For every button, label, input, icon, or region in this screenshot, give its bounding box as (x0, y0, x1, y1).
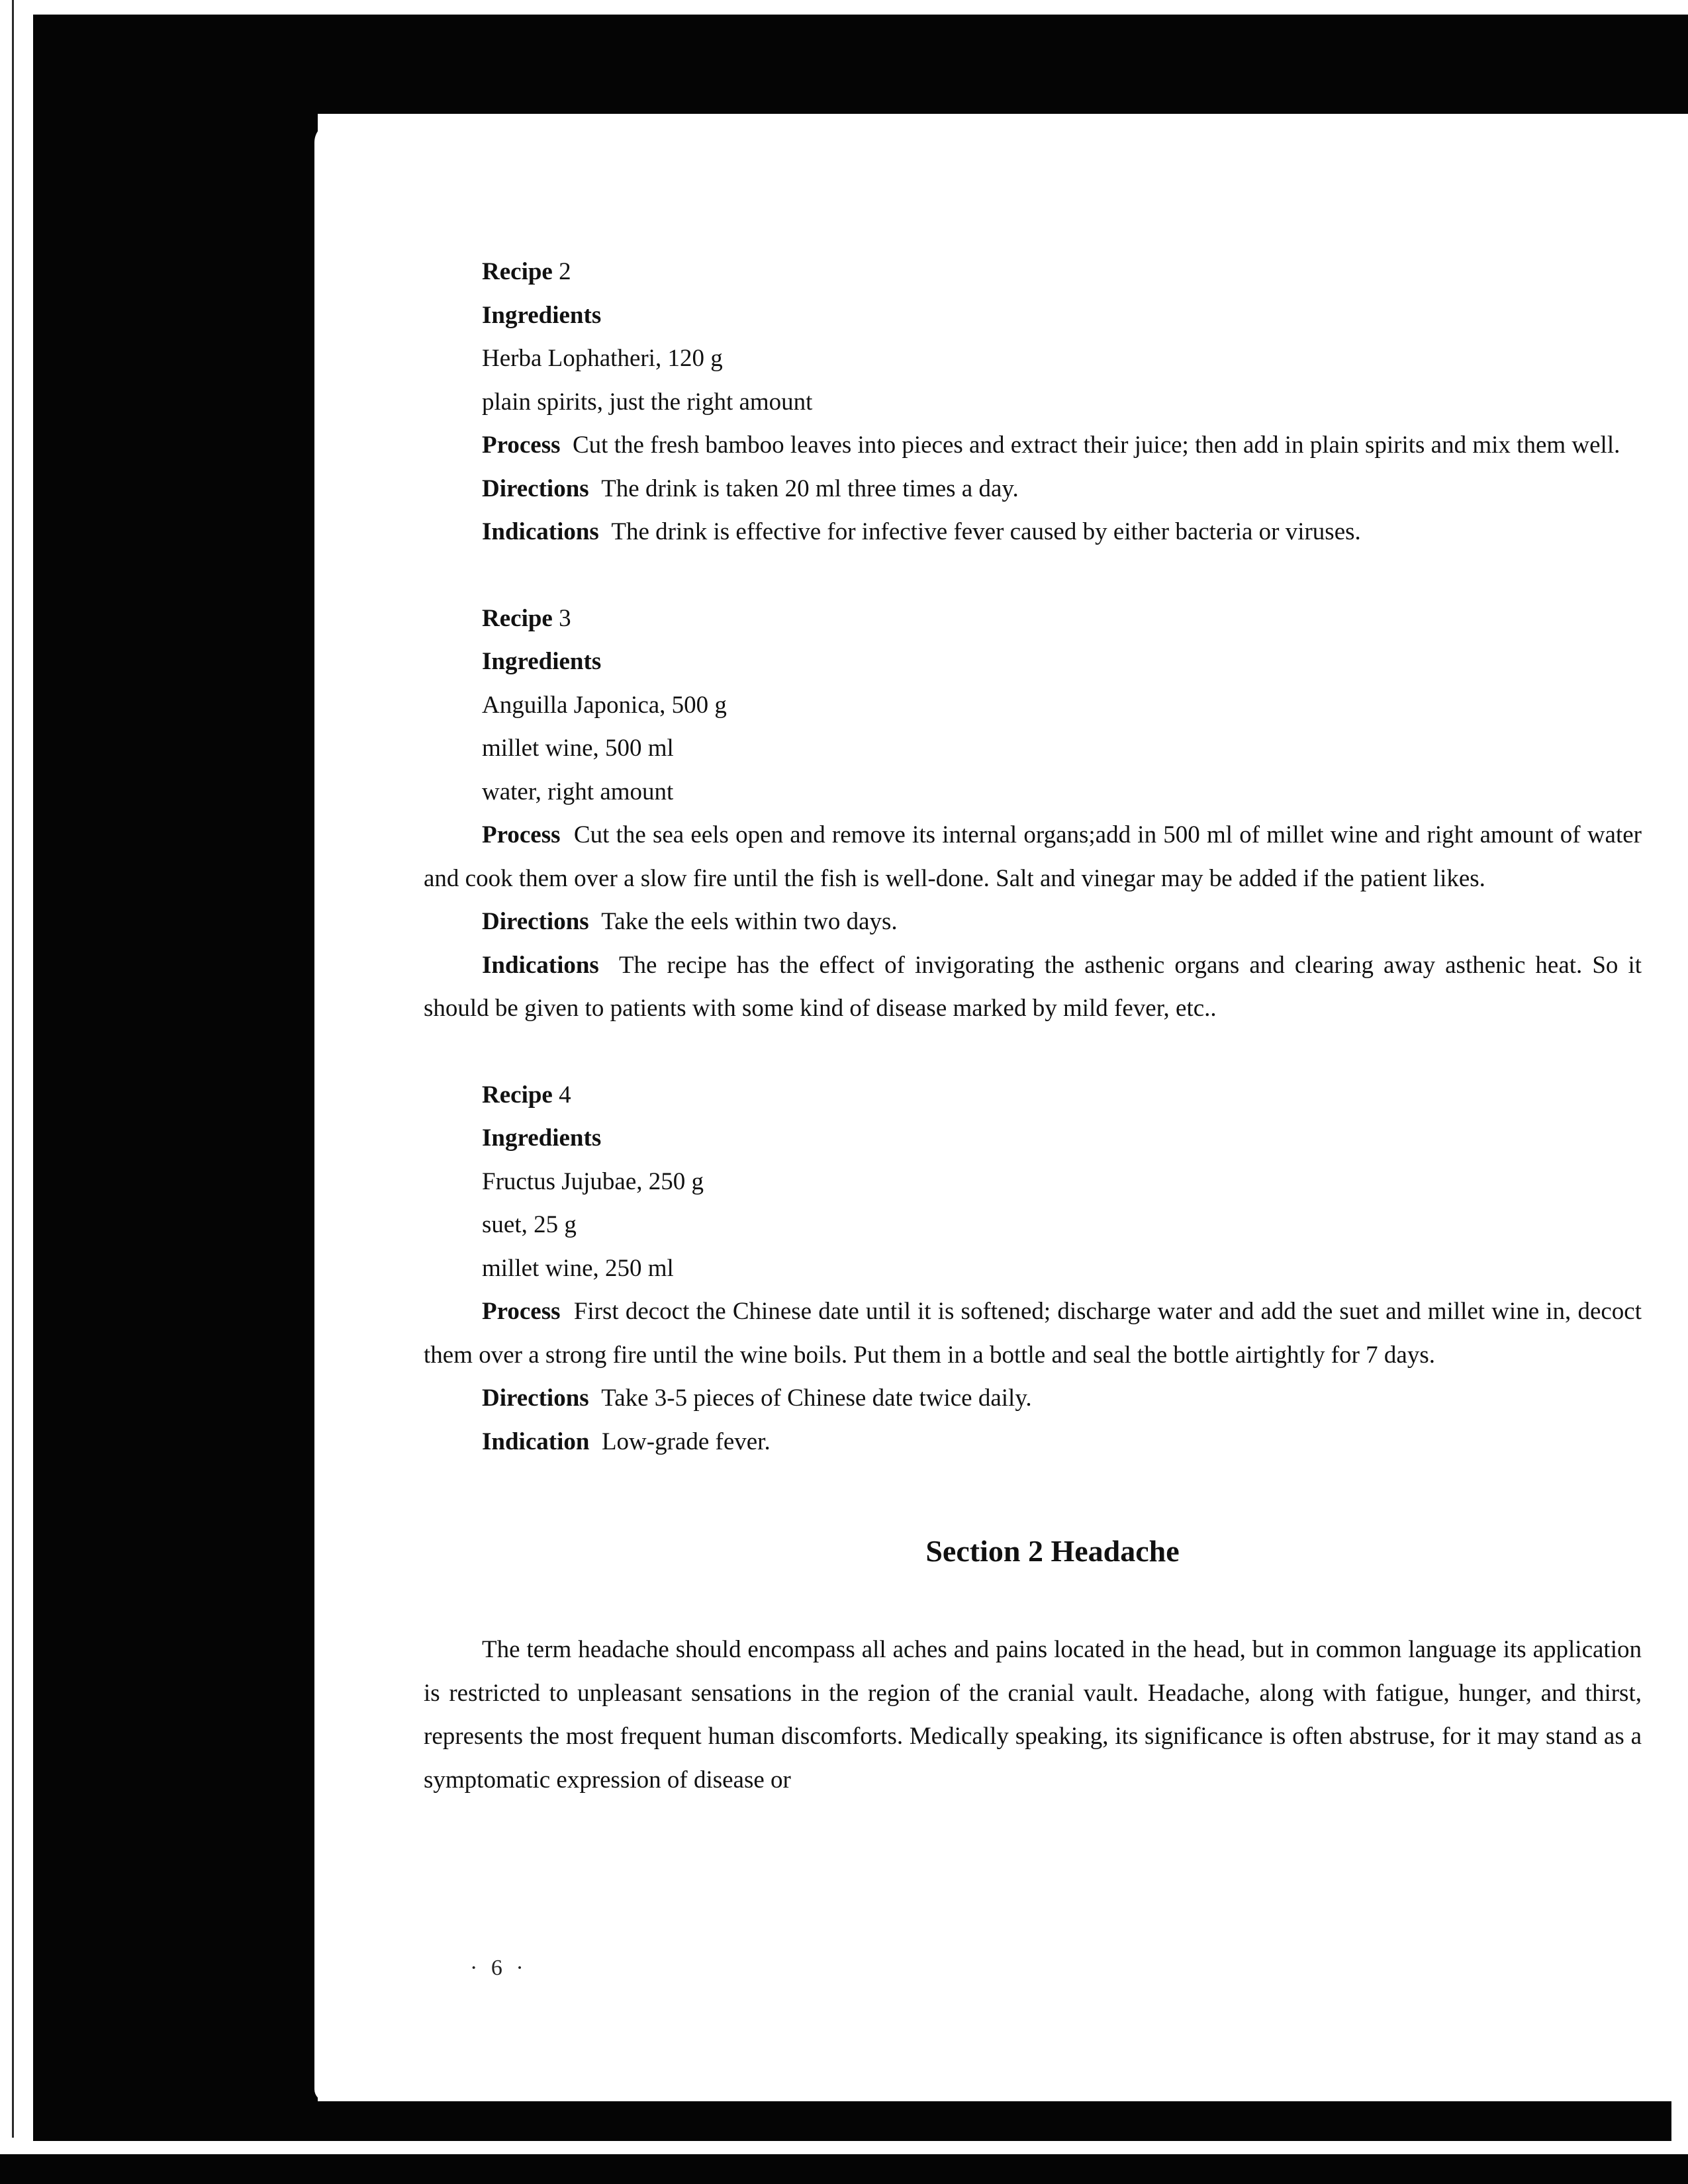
recipe-4-ingredient: Fructus Jujubae, 250 g (482, 1167, 704, 1195)
recipe-2-directions: Directions The drink is taken 20 ml three times a day. (482, 475, 1019, 502)
spacer (424, 554, 1642, 597)
recipe-3-directions: Directions Take the eels within two days. (482, 908, 898, 935)
recipe-3-heading: Recipe 3 (482, 604, 571, 632)
scan-edge-line (12, 0, 14, 2138)
recipe-2-process: Process Cut the fresh bamboo leaves into pieces and extract their juice; then add in plain spirits and mix them well. (482, 432, 1620, 459)
recipe-3-ingredient: water, right amount (482, 778, 674, 805)
recipe-3-ingredient: millet wine, 500 ml (482, 735, 674, 762)
section-2-paragraph: The term headache should encompass all aches and pains located in the head, but in common language its application is restricted to unpleasant sensations in the region of the cranial vault. Headache, along with fatigue, hunger, and thirst, represents the most frequent human discomforts. Medically speaking, its significance is often abstruse, for it may stand as a symptomatic expression of disease or (424, 1636, 1642, 1794)
page-body (424, 250, 1642, 1801)
recipe-3-indications: Indications The recipe has the effect of invigorating the asthenic organs and clearing away asthenic heat. So it should be given to patients with some kind of disease marked by mild fever, etc.. (424, 951, 1642, 1022)
recipe-4-ingredient: suet, 25 g (482, 1211, 577, 1238)
recipe-3-ingredient: Anguilla Japonica, 500 g (482, 691, 727, 719)
scan-border-left (33, 15, 318, 2126)
recipe-4-process: Process First decoct the Chinese date until it is softened; discharge water and add the suet and millet wine in, decoct them over a strong fire until the wine boils. Put them in a bottle and seal the bottle airtightly for 7 days. (424, 1298, 1642, 1369)
recipe-4-ingredients-label: Ingredients (482, 1124, 602, 1152)
recipe-2-indications: Indications The drink is effective for infective fever caused by either bacteria or viruses. (482, 518, 1361, 545)
spacer (424, 1572, 1642, 1628)
recipe-3-process: Process Cut the sea eels open and remove its internal organs;add in 500 ml of millet wine and right amount of water and cook them over a slow fire until the fish is well-done. Salt and vinegar may be added if the patient likes. (424, 821, 1642, 892)
section-title: Section 2 Headache (925, 1534, 1180, 1568)
recipe-2-ingredient: plain spirits, just the right amount (482, 388, 813, 416)
page-number: · 6 · (470, 1956, 528, 1980)
scan-border-bottom (33, 2101, 1671, 2141)
spacer (424, 1463, 1642, 1529)
recipe-4-ingredient: millet wine, 250 ml (482, 1254, 674, 1282)
recipe-2-ingredients-label: Ingredients (482, 301, 602, 329)
recipe-2-ingredient: Herba Lophatheri, 120 g (482, 345, 723, 372)
recipe-3-ingredients-label: Ingredients (482, 648, 602, 675)
recipe-4-indication: Indication Low-grade fever. (482, 1428, 771, 1455)
spacer (424, 1030, 1642, 1073)
recipe-4-directions: Directions Take 3-5 pieces of Chinese date twice daily. (482, 1385, 1032, 1412)
recipe-4-heading: Recipe 4 (482, 1081, 571, 1109)
recipe-2-heading: Recipe 2 (482, 258, 571, 285)
scan-border-strip (0, 2154, 1688, 2184)
